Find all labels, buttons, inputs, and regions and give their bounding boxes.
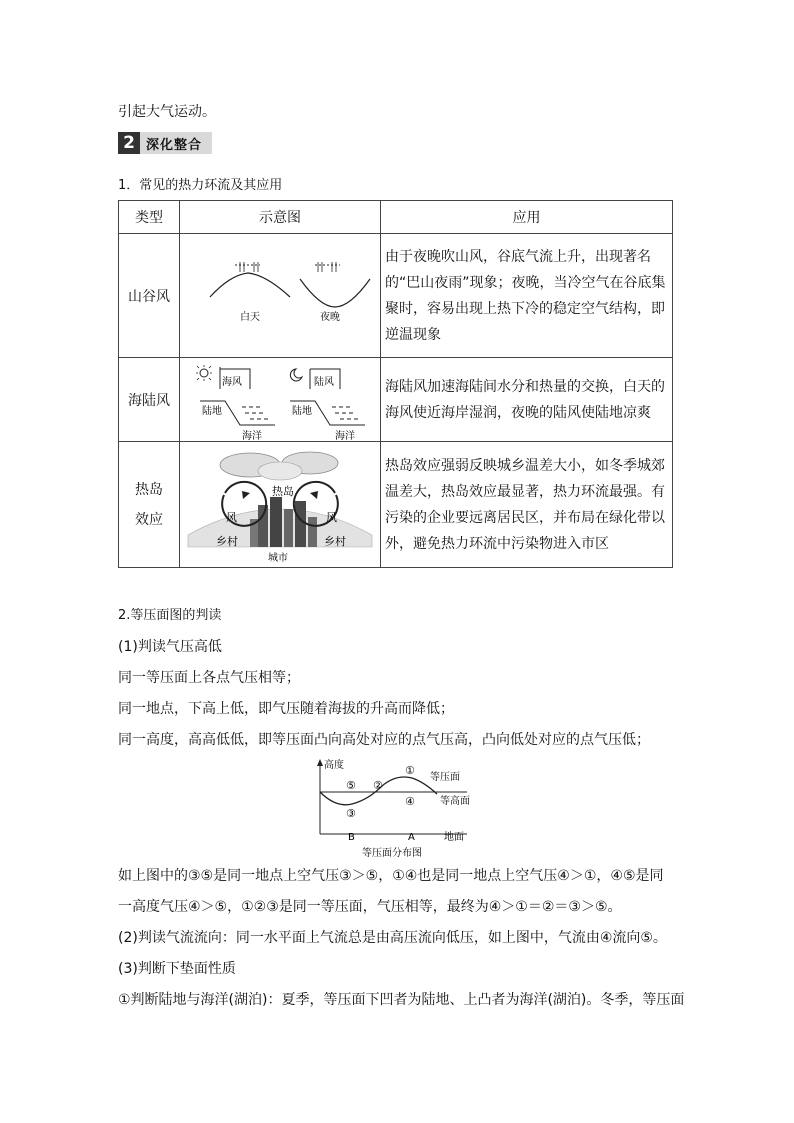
sub-heading-airflow: (2)判读气流流向：同一水平面上气流总是由高压流向低压，如上图中，气流由④流向⑤。 [118, 930, 667, 946]
row-type-line2: 效应 [135, 511, 163, 528]
row-type-line1: 热岛 [135, 481, 163, 498]
section-header [118, 132, 212, 154]
x-label-a: A [408, 832, 415, 843]
paragraph: 如上图中的③⑤是同一地点上空气压③＞⑤，①④也是同一地点上空气压④＞①，④⑤是同 [118, 868, 664, 884]
thermal-circulation-table [118, 200, 673, 568]
land-sea-breeze-figure [180, 358, 381, 442]
paragraph: 一高度气压④＞⑤，①②③是同一等压面，气压相等，最终为④＞①＝②＝③＞⑤。 [118, 899, 622, 915]
heading-thermal-circulation: 1．常见的热力环流及其应用 [118, 178, 283, 193]
fig-label-heat-island: 热岛 [272, 484, 294, 498]
paragraph: ①判断陆地与海洋(湖泊)：夏季，等压面下凹者为陆地、上凸者为海洋(湖泊)。冬季，等压面 [118, 992, 685, 1008]
fig-label-wind-left: 风 [226, 510, 237, 524]
fig-label-sea-night: 海洋 [335, 430, 355, 441]
row-application: 热岛效应强弱反映城乡温差大小，如冬季城郊温差大，热岛效应最显著，热力环流最强。有污染的企业要远离居民区，并布局在绿化带以外，避免热力环流中污染物进入市区 [381, 442, 673, 568]
row-type: 山谷风 [119, 234, 180, 358]
fig-label-land-breeze: 陆风 [314, 376, 334, 388]
fig-label-land-night: 陆地 [292, 405, 312, 417]
valley-breeze-figure [180, 234, 381, 358]
table-row [119, 442, 673, 568]
header-type: 类型 [119, 201, 180, 234]
fig-label-village-left: 乡村 [216, 534, 238, 548]
fig-label-wind-right: 风 [326, 510, 337, 524]
row-type: 海陆风 [119, 358, 180, 442]
isobar-diagram [312, 756, 482, 860]
header-application: 应用 [381, 201, 673, 234]
x-label-b: B [348, 832, 355, 843]
point-3: ③ [346, 807, 356, 820]
ground-label: 地面 [444, 832, 464, 843]
diagram-y-axis-label: 高度 [324, 760, 344, 771]
moon-icon [290, 369, 302, 381]
fig-label-city: 城市 [268, 552, 288, 564]
row-application: 海陆风加速海陆间水分和热量的交换，白天的海风使近海岸湿润，夜晚的陆风使陆地凉爽 [381, 358, 673, 442]
heading-isobar: 2.等压面图的判读 [118, 608, 222, 623]
table-header-row [119, 201, 673, 234]
diagram-caption: 等压面分布图 [362, 848, 422, 859]
fig-label-sea-day: 海洋 [242, 430, 262, 441]
fig-label-night: 夜晚 [320, 311, 340, 323]
isohypse-label: 等高面 [440, 796, 470, 807]
row-type [119, 442, 180, 568]
fig-label-day: 白天 [240, 311, 260, 323]
section-number: 2 [118, 132, 140, 154]
isobar-label: 等压面 [430, 772, 460, 783]
top-line: 引起大气运动。 [118, 104, 216, 120]
sub-heading-surface: (3)判断下垫面性质 [118, 961, 236, 977]
point-5: ⑤ [346, 779, 356, 792]
fig-label-sea-breeze: 海风 [222, 376, 242, 388]
fig-label-village-right: 乡村 [324, 534, 346, 548]
header-figure: 示意图 [180, 201, 381, 234]
point-4: ④ [405, 795, 415, 808]
table-row [119, 358, 673, 442]
paragraph: 同一地点，下高上低，即气压随着海拔的升高而降低； [118, 701, 454, 717]
sun-icon [200, 369, 208, 377]
paragraph: 同一等压面上各点气压相等； [118, 670, 300, 686]
sub-heading-pressure: (1)判读气压高低 [118, 639, 222, 655]
heat-island-figure [180, 442, 381, 568]
fig-label-land-day: 陆地 [202, 405, 222, 417]
point-2: ② [373, 779, 383, 792]
table-row [119, 234, 673, 358]
row-application: 由于夜晚吹山风，谷底气流上升，出现著名的“巴山夜雨”现象；夜晚，当冷空气在谷底集聚时，容易出现上热下冷的稳定空气结构，即逆温现象 [381, 234, 673, 358]
paragraph: 同一高度，高高低低，即等压面凸向高处对应的点气压高，凸向低处对应的点气压低； [118, 732, 650, 748]
point-1: ① [405, 764, 415, 777]
section-title: 深化整合 [140, 132, 212, 154]
